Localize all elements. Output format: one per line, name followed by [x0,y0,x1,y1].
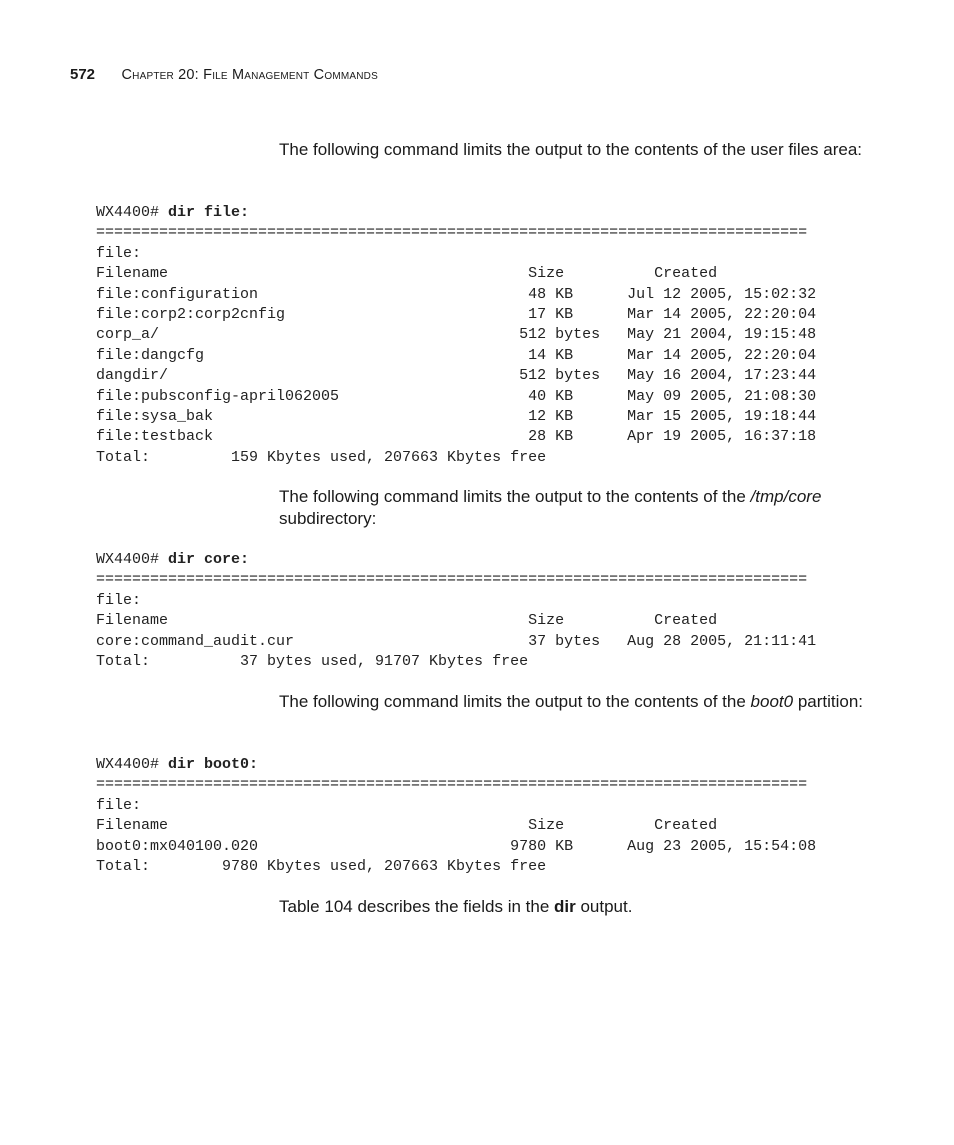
file-row: boot0:mx040100.020 9780 KB Aug 23 2005, 15:54:08 [96,837,817,855]
code-block-dir-core [96,550,816,672]
separator-line: =============================================================================== [96,776,808,794]
code-block-dir-boot0 [96,755,816,877]
command-name: dir [554,897,576,916]
partition-text: boot0 [750,692,794,711]
file-row: file:testback 28 KB Apr 19 2005, 16:37:18 [96,428,817,446]
total-row: Total: 159 Kbytes used, 207663 Kbytes free [96,448,547,466]
device-label: file: [96,796,142,814]
command-prompt: WX4400# [96,551,169,568]
code-block-dir-file [96,203,816,468]
total-row: Total: 37 bytes used, 91707 Kbytes free [96,653,529,671]
separator-line: =============================================================================== [96,224,808,242]
command-prompt: WX4400# [96,756,169,773]
file-row: file:pubsconfig-april062005 40 KB May 09 2005, 21:08:30 [96,387,817,405]
command-text: dir core: [168,551,250,568]
file-row: file:configuration 48 KB Jul 12 2005, 15:02:32 [96,285,817,303]
chapter-title: Chapter 20: File Management Commands [121,67,378,83]
file-row: file:dangcfg 14 KB Mar 14 2005, 22:20:04 [96,346,817,364]
intro-paragraph-file: The following command limits the output to the contents of the user files area: [279,140,863,159]
device-label: file: [96,591,142,609]
page-number: 572 [70,66,96,83]
total-row: Total: 9780 Kbytes used, 207663 Kbytes free [96,858,547,876]
closing-paragraph: Table 104 describes the fields in the dir output. [279,897,633,916]
intro-paragraph-core: The following command limits the output to the contents of the /tmp/core subdirectory: [279,487,822,528]
column-header-row: Filename Size Created [96,265,718,283]
path-text: /tmp/core [750,487,822,506]
command-text: dir boot0: [168,756,259,773]
device-label: file: [96,244,142,262]
separator-line: =============================================================================== [96,571,808,589]
file-row: dangdir/ 512 bytes May 16 2004, 17:23:44 [96,367,817,385]
column-header-row: Filename Size Created [96,612,718,630]
file-row: file:corp2:corp2cnfig 17 KB Mar 14 2005, 22:20:04 [96,306,817,324]
column-header-row: Filename Size Created [96,817,718,835]
file-row: core:command_audit.cur 37 bytes Aug 28 2005, 21:11:41 [96,632,817,650]
file-row: corp_a/ 512 bytes May 21 2004, 19:15:48 [96,326,817,344]
file-row: file:sysa_bak 12 KB Mar 15 2005, 19:18:44 [96,408,817,426]
command-prompt: WX4400# [96,204,169,221]
command-text: dir file: [168,204,250,221]
page-header [70,66,378,86]
intro-paragraph-boot0: The following command limits the output to the contents of the boot0 partition: [279,692,864,711]
